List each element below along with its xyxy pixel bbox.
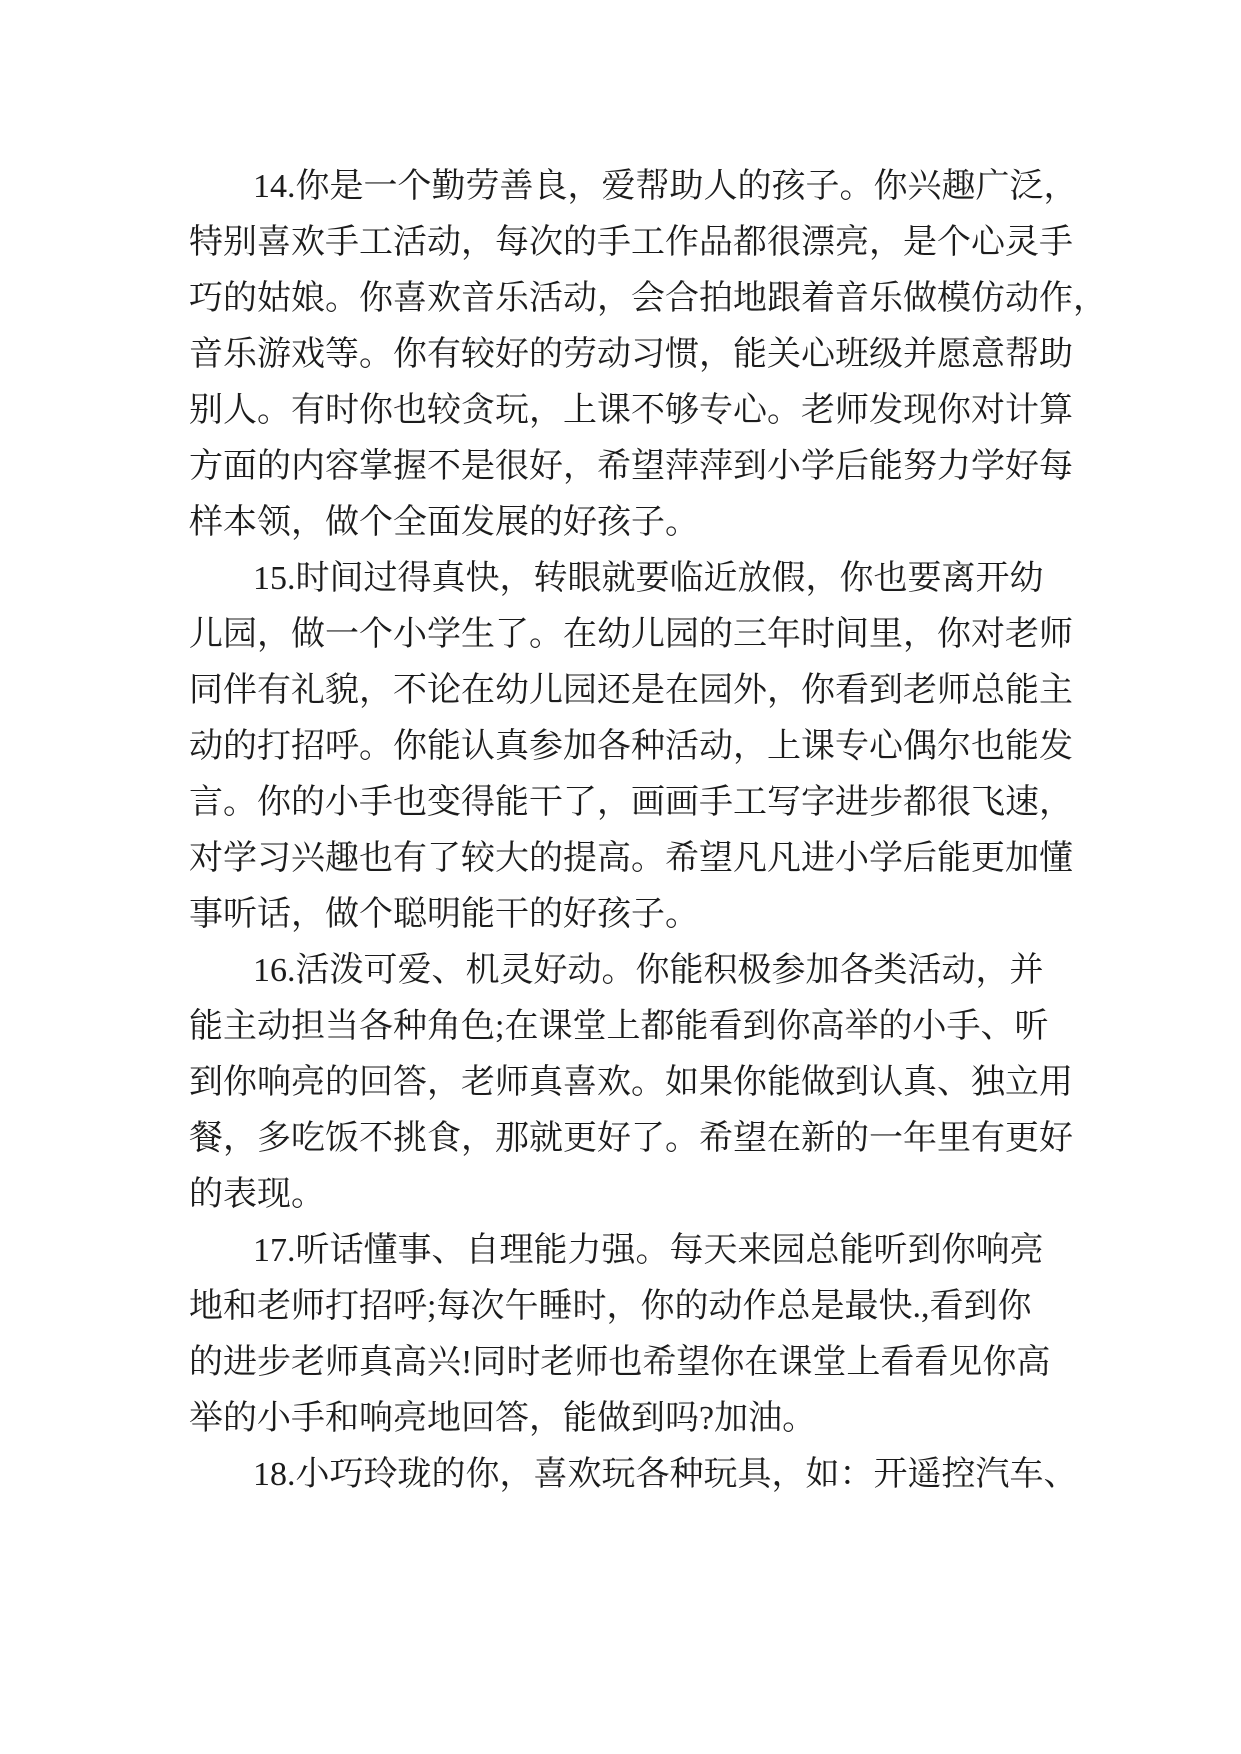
paragraph-line: 事听话，做个聪明能干的好孩子。	[189, 896, 699, 933]
paragraph-line: 儿园，做一个小学生了。在幼儿园的三年时间里，你对老师	[189, 616, 1073, 653]
paragraph-line: 特别喜欢手工活动，每次的手工作品都很漂亮，是个心灵手	[189, 224, 1073, 261]
document-body	[189, 159, 1149, 1503]
paragraph-line: 的进步老师真高兴!同时老师也希望你在课堂上看看见你高	[189, 1344, 1051, 1381]
paragraph-line: 18.小巧玲珑的你，喜欢玩各种玩具，如：开遥控汽车、	[253, 1456, 1078, 1493]
paragraph-line: 动的打招呼。你能认真参加各种活动，上课专心偶尔也能发	[189, 728, 1073, 765]
paragraph-line: 举的小手和响亮地回答，能做到吗?加油。	[189, 1400, 817, 1437]
paragraph-line: 对学习兴趣也有了较大的提高。希望凡凡进小学后能更加懂	[189, 840, 1073, 877]
paragraph-line: 地和老师打招呼;每次午睡时，你的动作总是最快.,看到你	[189, 1288, 1032, 1325]
paragraph-16	[189, 943, 1149, 1223]
paragraph-18	[189, 1447, 1149, 1503]
paragraph-line: 的表现。	[189, 1176, 325, 1213]
paragraph-line: 餐，多吃饭不挑食，那就更好了。希望在新的一年里有更好	[189, 1120, 1073, 1157]
paragraph-line: 别人。有时你也较贪玩，上课不够专心。老师发现你对计算	[189, 392, 1073, 429]
paragraph-line: 同伴有礼貌，不论在幼儿园还是在园外，你看到老师总能主	[189, 672, 1073, 709]
paragraph-line: 17.听话懂事、自理能力强。每天来园总能听到你响亮	[253, 1232, 1044, 1269]
paragraph-line: 14.你是一个勤劳善良，爱帮助人的孩子。你兴趣广泛，	[253, 168, 1078, 205]
paragraph-line: 方面的内容掌握不是很好，希望萍萍到小学后能努力学好每	[189, 448, 1073, 485]
paragraph-line: 16.活泼可爱、机灵好动。你能积极参加各类活动，并	[253, 952, 1044, 989]
paragraph-line: 15.时间过得真快，转眼就要临近放假，你也要离开幼	[253, 560, 1044, 597]
paragraph-17	[189, 1223, 1149, 1447]
paragraph-line: 巧的姑娘。你喜欢音乐活动，会合拍地跟着音乐做模仿动作，	[189, 280, 1107, 317]
paragraph-14	[189, 159, 1149, 551]
paragraph-line: 样本领，做个全面发展的好孩子。	[189, 504, 699, 541]
paragraph-line: 音乐游戏等。你有较好的劳动习惯，能关心班级并愿意帮助	[189, 336, 1073, 373]
paragraph-line: 言。你的小手也变得能干了，画画手工写字进步都很飞速，	[189, 784, 1073, 821]
paragraph-line: 能主动担当各种角色;在课堂上都能看到你高举的小手、听	[189, 1008, 1049, 1045]
paragraph-15	[189, 551, 1149, 943]
paragraph-line: 到你响亮的回答，老师真喜欢。如果你能做到认真、独立用	[189, 1064, 1073, 1101]
